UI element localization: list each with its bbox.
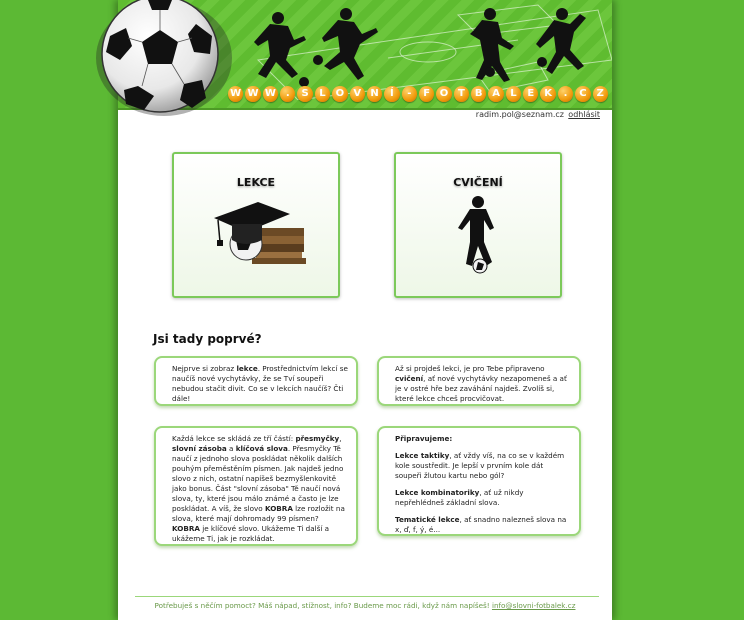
footer-divider	[135, 596, 599, 597]
bold-text: Lekce taktiky	[395, 451, 450, 460]
lessons-title: LEKCE	[236, 176, 276, 189]
graduation-cap-books-icon	[174, 154, 338, 296]
text: ,	[339, 434, 342, 443]
intro-box-exercise	[377, 356, 581, 406]
text: . Prostřednictvím lekcí se naučíš nové vychytávky, že se Tví soupeři nebudou stačit divit. Co se v lekcích naučíš? Čti dále!	[172, 364, 348, 403]
logo-letter-ball: .	[280, 86, 295, 102]
text: a	[226, 444, 236, 453]
upcoming-heading: Připravujeme:	[395, 434, 453, 443]
text: Nejprve si zobraz	[172, 364, 237, 373]
exercise-title: CVIČENÍ	[453, 176, 503, 189]
logo-letter-ball: O	[332, 86, 347, 102]
bold-text: cvičení	[395, 374, 424, 383]
logo-letter-ball: N	[367, 86, 382, 102]
site-logo-text	[228, 86, 608, 106]
user-email: radim.pol@seznam.cz	[475, 110, 564, 119]
logo-letter-ball: S	[297, 86, 312, 102]
text: , ať snadno nalezneš slova na x, ď, f, ý, é...	[395, 515, 567, 534]
player-silhouette-icon	[396, 154, 560, 296]
bold-text: lekce	[236, 364, 258, 373]
logo-letter-ball: L	[506, 86, 521, 102]
bold-text: Tematické lekce	[395, 515, 460, 524]
logo-letter-ball: E	[523, 86, 538, 102]
text: . Přesmyčky Tě naučí z jednoho slova poskládat několik dalších pouhým přeměstěním písmen. Jak najdeš jedno slovo z nich, ostatní napíšeš bezmyšlenkovitě jako bonus. Část "slovní zásoba" Tě naučí nová slova, ty, které jsou málo známé a často je lze poskládat. A víš, že slovo	[172, 444, 344, 513]
user-bar	[118, 110, 612, 124]
bold-text: KOBRA	[172, 524, 200, 533]
bold-text: klíčová slova	[235, 444, 288, 453]
bold-text: přesmyčky	[295, 434, 340, 443]
text: lze rozložit na slova, které mají dohromady 99 písmen?	[172, 504, 345, 523]
logo-letter-ball: V	[350, 86, 365, 102]
text: Každá lekce se skládá ze tří částí:	[172, 434, 296, 443]
bold-text: slovní zásoba	[172, 444, 227, 453]
text: , ať nové vychytávky nezapomeneš a ať je v ostré hře bez zaváhání najdeš. Zvolíš si, které lekce chceš procvičovat.	[395, 374, 567, 403]
football-logo-icon	[88, 0, 236, 120]
bold-text: KOBRA	[264, 504, 293, 513]
text: , ať už nikdy nepřehlédneš základní slova.	[395, 488, 524, 507]
exercise-tile[interactable]	[394, 152, 562, 298]
contact-email-link[interactable]: info@slovni-fotbalek.cz	[491, 601, 576, 610]
lesson-parts-box	[154, 426, 358, 546]
logo-letter-ball: -	[402, 86, 417, 102]
footer-text: Potřebuješ s něčím pomoct? Máš nápad, stížnost, info? Budeme moc rádi, když nám napíšeš!	[154, 601, 492, 610]
text: Až si projdeš lekci, je pro Tebe připraveno	[395, 364, 545, 373]
logo-letter-ball: A	[488, 86, 503, 102]
logo-letter-ball: L	[315, 86, 330, 102]
logo-letter-ball: F	[419, 86, 434, 102]
logo-letter-ball: W	[263, 86, 278, 102]
logo-letter-ball: K	[540, 86, 555, 102]
logo-letter-ball: Í	[384, 86, 399, 102]
logo-letter-ball: .	[558, 86, 573, 102]
text: je klíčové slovo. Ukážeme Ti další a ukážeme Ti, jak je rozkládat.	[172, 524, 330, 543]
logo-letter-ball: W	[245, 86, 260, 102]
upcoming-box	[377, 426, 581, 536]
logout-link[interactable]: odhlásit	[568, 110, 600, 119]
logo-letter-ball: C	[575, 86, 590, 102]
footer	[118, 601, 612, 610]
logo-letter-ball: O	[436, 86, 451, 102]
logo-letter-ball: W	[228, 86, 243, 102]
text: , ať vždy víš, na co se v každém kole soustředit. Je lepší v prvním kole dát soupeři žlutou kartu nebo gól?	[395, 451, 565, 480]
intro-box-lessons	[154, 356, 358, 406]
logo-letter-ball: T	[454, 86, 469, 102]
logo-letter-ball: Z	[593, 86, 608, 102]
first-time-heading: Jsi tady poprvé?	[153, 332, 262, 346]
logo-letter-ball: B	[471, 86, 486, 102]
lessons-tile[interactable]	[172, 152, 340, 298]
bold-text: Lekce kombinatoriky	[395, 488, 480, 497]
